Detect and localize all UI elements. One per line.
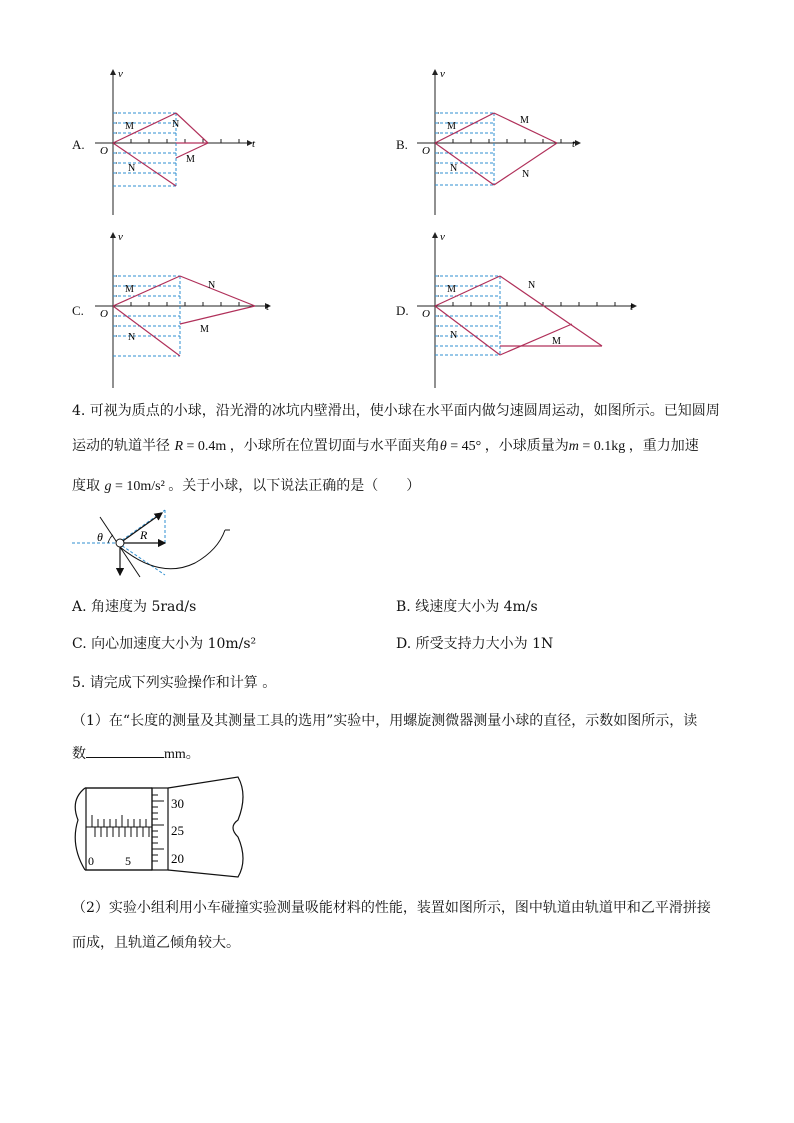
q4-line1: 4. 可视为质点的小球，沿光滑的冰坑内壁滑出，使小球在水平面内做匀速圆周运动，如图所示。已知圆周 — [72, 403, 720, 419]
graph-b — [412, 65, 587, 220]
svg-text:O: O — [100, 308, 108, 320]
q4-line3: 度取 g = 10m/s² 。关于小球，以下说法正确的是（ ） — [72, 478, 421, 494]
q4-option-a[interactable]: A. 角速度为 5rad/s — [72, 599, 197, 615]
q5-p1-line1: （1）在“长度的测量及其测量工具的选用”实验中，用螺旋测微器测量小球的直径，示数如图所示，读 — [72, 713, 698, 729]
micrometer-figure — [70, 775, 250, 880]
option-d-label: D. — [396, 303, 409, 318]
theta-label: θ — [97, 530, 103, 544]
n-label: N — [128, 163, 136, 174]
q5-p1-line2: 数 mm。 — [72, 743, 200, 765]
q4-option-c[interactable]: C. 向心加速度大小为 10m/s² — [72, 636, 257, 652]
svg-text:v: v — [440, 68, 445, 80]
m-label: M — [125, 121, 134, 132]
q5-p2-line2: 而成，且轨道乙倾角较大。 — [72, 935, 240, 951]
svg-text:O: O — [422, 145, 430, 157]
svg-text:25: 25 — [171, 823, 184, 838]
svg-text:v: v — [440, 231, 445, 243]
radius-label: R — [140, 528, 148, 542]
graph-d — [412, 228, 642, 390]
t-axis-label: t — [252, 138, 256, 150]
svg-text:N: N — [450, 330, 458, 341]
v-axis-label: v — [118, 68, 123, 80]
graph-a — [90, 65, 260, 220]
svg-text:M: M — [447, 121, 456, 132]
svg-text:N: N — [522, 169, 530, 180]
q4-line2: 运动的轨道半径 R = 0.4m ，小球所在位置切面与水平面夹角θ = 45° ，小球质量为m = 0.1kg ，重力加速 — [72, 438, 699, 454]
option-b-label: B. — [396, 137, 408, 152]
svg-text:v: v — [118, 231, 123, 243]
svg-text:5: 5 — [125, 854, 131, 868]
svg-text:20: 20 — [171, 851, 184, 866]
graph-c — [90, 228, 275, 390]
q4-figure — [70, 505, 240, 590]
svg-text:M: M — [552, 336, 561, 347]
svg-text:O: O — [422, 308, 430, 320]
svg-text:M: M — [125, 284, 134, 295]
svg-text:30: 30 — [171, 796, 184, 811]
option-c-label: C. — [72, 303, 84, 318]
origin-label: O — [100, 145, 108, 157]
svg-text:M: M — [520, 115, 529, 126]
svg-text:0: 0 — [88, 854, 94, 868]
svg-text:M: M — [200, 324, 209, 335]
svg-text:N: N — [450, 163, 458, 174]
answer-blank[interactable] — [86, 743, 164, 758]
svg-text:N: N — [208, 280, 216, 291]
q5-title: 5. 请完成下列实验操作和计算 。 — [72, 675, 277, 691]
svg-text:M: M — [447, 284, 456, 295]
svg-text:N: N — [128, 332, 136, 343]
n-label-2: M — [186, 154, 195, 165]
m-label-2: N — [172, 119, 180, 130]
svg-text:t: t — [572, 138, 576, 150]
svg-text:t: t — [266, 301, 270, 313]
q4-option-b[interactable]: B. 线速度大小为 4m/s — [396, 599, 538, 615]
svg-text:N: N — [528, 280, 536, 291]
q4-option-d[interactable]: D. 所受支持力大小为 1N — [396, 636, 554, 652]
svg-text:t: t — [630, 301, 634, 313]
q5-p2-line1: （2）实验小组利用小车碰撞实验测量吸能材料的性能，装置如图所示，图中轨道由轨道甲和乙平滑拼接 — [72, 900, 711, 916]
option-a-label: A. — [72, 137, 85, 152]
